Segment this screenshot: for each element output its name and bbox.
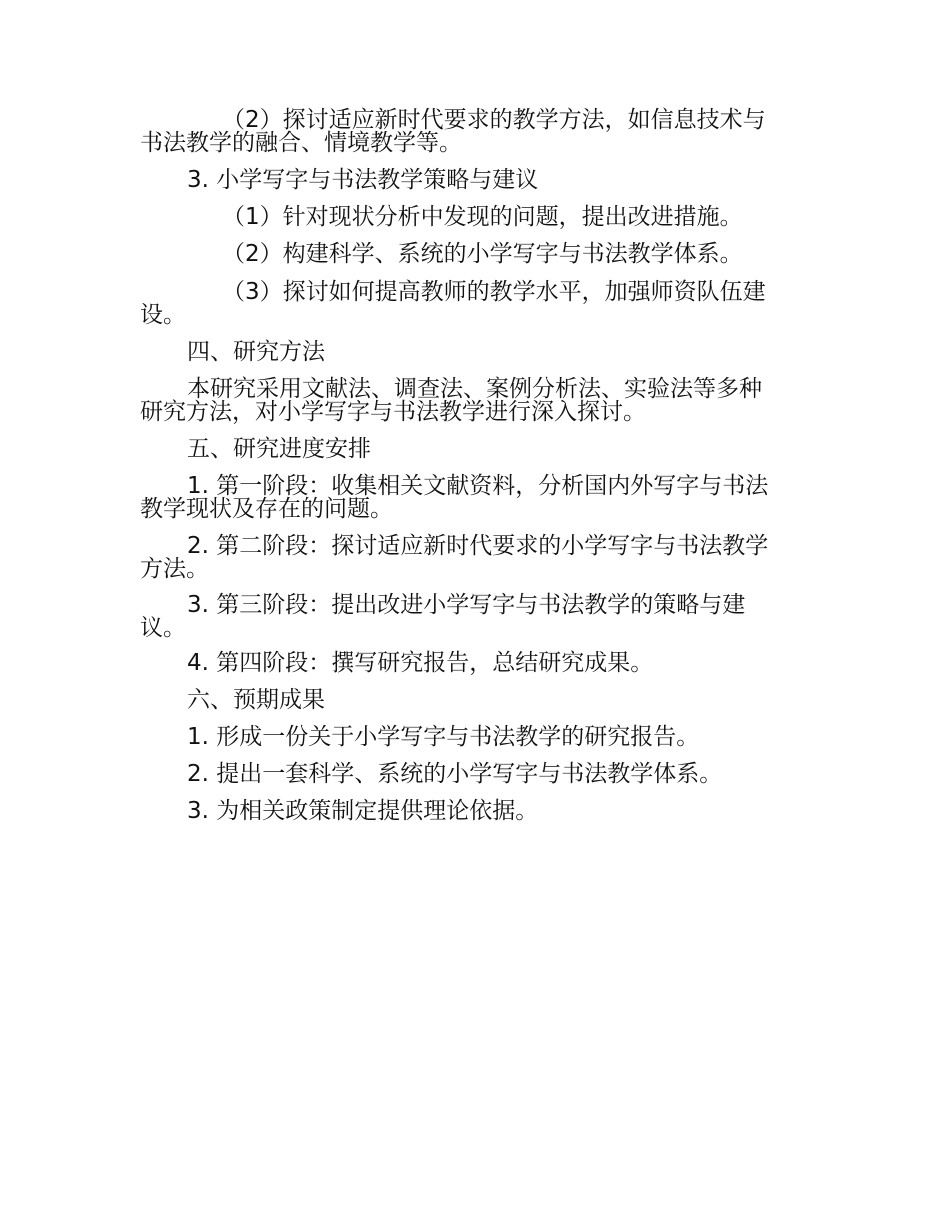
text-line-stage1-b: 教学现状及存在的问题。	[140, 496, 393, 522]
text-line-stage1-a: 1. 第一阶段：收集相关文献资料，分析国内外写字与书法	[187, 473, 769, 499]
text-line-stage3-b: 议。	[140, 615, 186, 641]
text-line-methods-b: 研究方法，对小学写字与书法教学进行深入探讨。	[140, 399, 646, 425]
text-line-strategy-1: （1）针对现状分析中发现的问题，提出改进措施。	[222, 204, 743, 230]
text-line-method-2a: （2）探讨适应新时代要求的教学方法，如信息技术与	[222, 107, 766, 133]
text-line-stage2-a: 2. 第二阶段：探讨适应新时代要求的小学写字与书法教学	[187, 533, 769, 559]
text-line-strategy-3b: 设。	[140, 302, 186, 328]
text-line-stage2-b: 方法。	[140, 556, 209, 582]
section-heading-strategy: 3. 小学写字与书法教学策略与建议	[187, 167, 539, 193]
text-line-stage4: 4. 第四阶段：撰写研究报告，总结研究成果。	[187, 650, 654, 676]
text-line-outcome-3: 3. 为相关政策制定提供理论依据。	[187, 798, 539, 824]
text-line-stage3-a: 3. 第三阶段：提出改进小学写字与书法教学的策略与建	[187, 592, 746, 618]
text-line-methods-a: 本研究采用文献法、调查法、案例分析法、实验法等多种	[187, 376, 762, 402]
section-heading-schedule: 五、研究进度安排	[187, 436, 371, 462]
section-heading-outcomes: 六、预期成果	[187, 687, 325, 713]
text-line-strategy-2: （2）构建科学、系统的小学写字与书法教学体系。	[222, 241, 743, 267]
text-line-outcome-1: 1. 形成一份关于小学写字与书法教学的研究报告。	[187, 724, 700, 750]
text-line-strategy-3a: （3）探讨如何提高教师的教学水平，加强师资队伍建	[222, 279, 766, 305]
text-line-outcome-2: 2. 提出一套科学、系统的小学写字与书法教学体系。	[187, 761, 723, 787]
section-heading-methods: 四、研究方法	[187, 339, 325, 365]
text-line-method-2b: 书法教学的融合、情境教学等。	[140, 130, 462, 156]
